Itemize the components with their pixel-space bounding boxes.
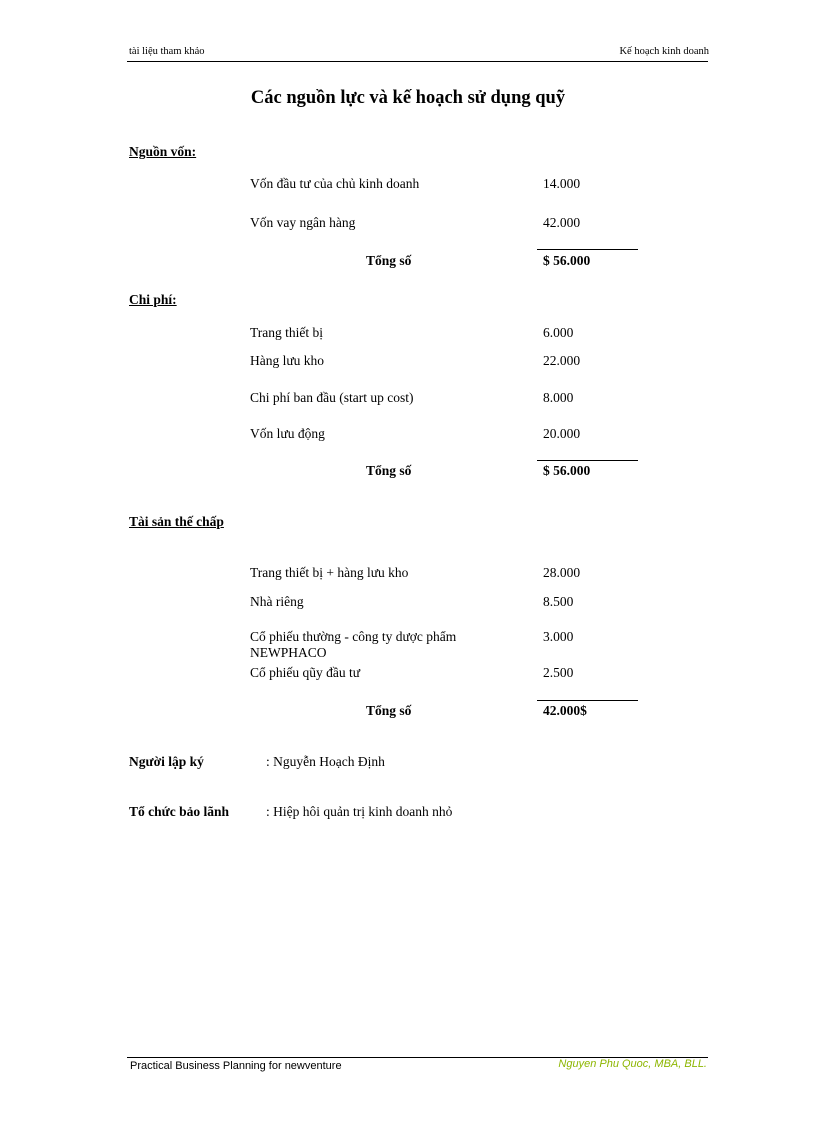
expenses-total-label: Tổng số: [366, 463, 412, 478]
expenses-item-label: Hàng lưu kho: [250, 353, 325, 368]
footer-left: Practical Business Planning for newventure: [130, 1060, 342, 1072]
funding-sum-rule: [537, 249, 638, 250]
expenses-item-value: 22.000: [543, 353, 581, 368]
collateral-item-value: 3.000: [543, 629, 574, 644]
collateral-item-label: Cổ phiếu qũy đầu tư: [250, 665, 361, 680]
funding-item-value: 42.000: [543, 215, 581, 230]
guarantor-label: Tổ chức bảo lãnh: [129, 804, 229, 819]
funding-heading: Nguồn vốn:: [129, 144, 197, 159]
funding-total-value: $ 56.000: [543, 253, 591, 268]
collateral-heading: Tài sản thế chấp: [129, 514, 224, 529]
collateral-item-value: 2.500: [543, 665, 574, 680]
guarantor-value: : Hiệp hôi quản trị kinh doanh nhỏ: [266, 804, 453, 819]
funding-item-value: 14.000: [543, 176, 581, 191]
expenses-item-value: 6.000: [543, 325, 574, 340]
expenses-item-value: 8.000: [543, 390, 574, 405]
expenses-item-label: Trang thiết bị: [250, 325, 324, 340]
collateral-total-label: Tổng số: [366, 703, 412, 718]
collateral-total-value: 42.000$: [543, 703, 587, 718]
expenses-item-value: 20.000: [543, 426, 581, 441]
collateral-sum-rule: [537, 700, 638, 701]
preparer-label: Người lập ký: [129, 754, 204, 769]
collateral-item-value: 28.000: [543, 565, 581, 580]
collateral-item-label: Nhà riêng: [250, 594, 304, 609]
funding-total-label: Tổng số: [366, 253, 412, 268]
page-title: Các nguồn lực và kế hoạch sử dụng quỹ: [250, 88, 566, 108]
expenses-item-label: Chi phí ban đầu (start up cost): [250, 390, 414, 405]
collateral-item-value: 8.500: [543, 594, 574, 609]
funding-item-label: Vốn vay ngân hàng: [250, 215, 356, 230]
expenses-item-label: Vốn lưu động: [250, 426, 325, 441]
footer-right: Nguyen Phu Quoc, MBA, BLL.: [558, 1058, 707, 1070]
expenses-sum-rule: [537, 460, 638, 461]
header-divider: [127, 61, 708, 62]
expenses-total-value: $ 56.000: [543, 463, 591, 478]
header-left: tài liệu tham khảo: [129, 46, 205, 57]
preparer-value: : Nguyễn Hoạch Định: [266, 754, 385, 769]
header-right: Kế hoạch kinh doanh: [619, 46, 709, 57]
funding-item-label: Vốn đầu tư của chủ kinh doanh: [250, 176, 420, 191]
collateral-item-label: Cổ phiếu thường - công ty dược phẩm NEWPHACO: [250, 629, 457, 660]
collateral-item-label: Trang thiết bị + hàng lưu kho: [250, 565, 409, 580]
expenses-heading: Chi phí:: [129, 292, 177, 307]
